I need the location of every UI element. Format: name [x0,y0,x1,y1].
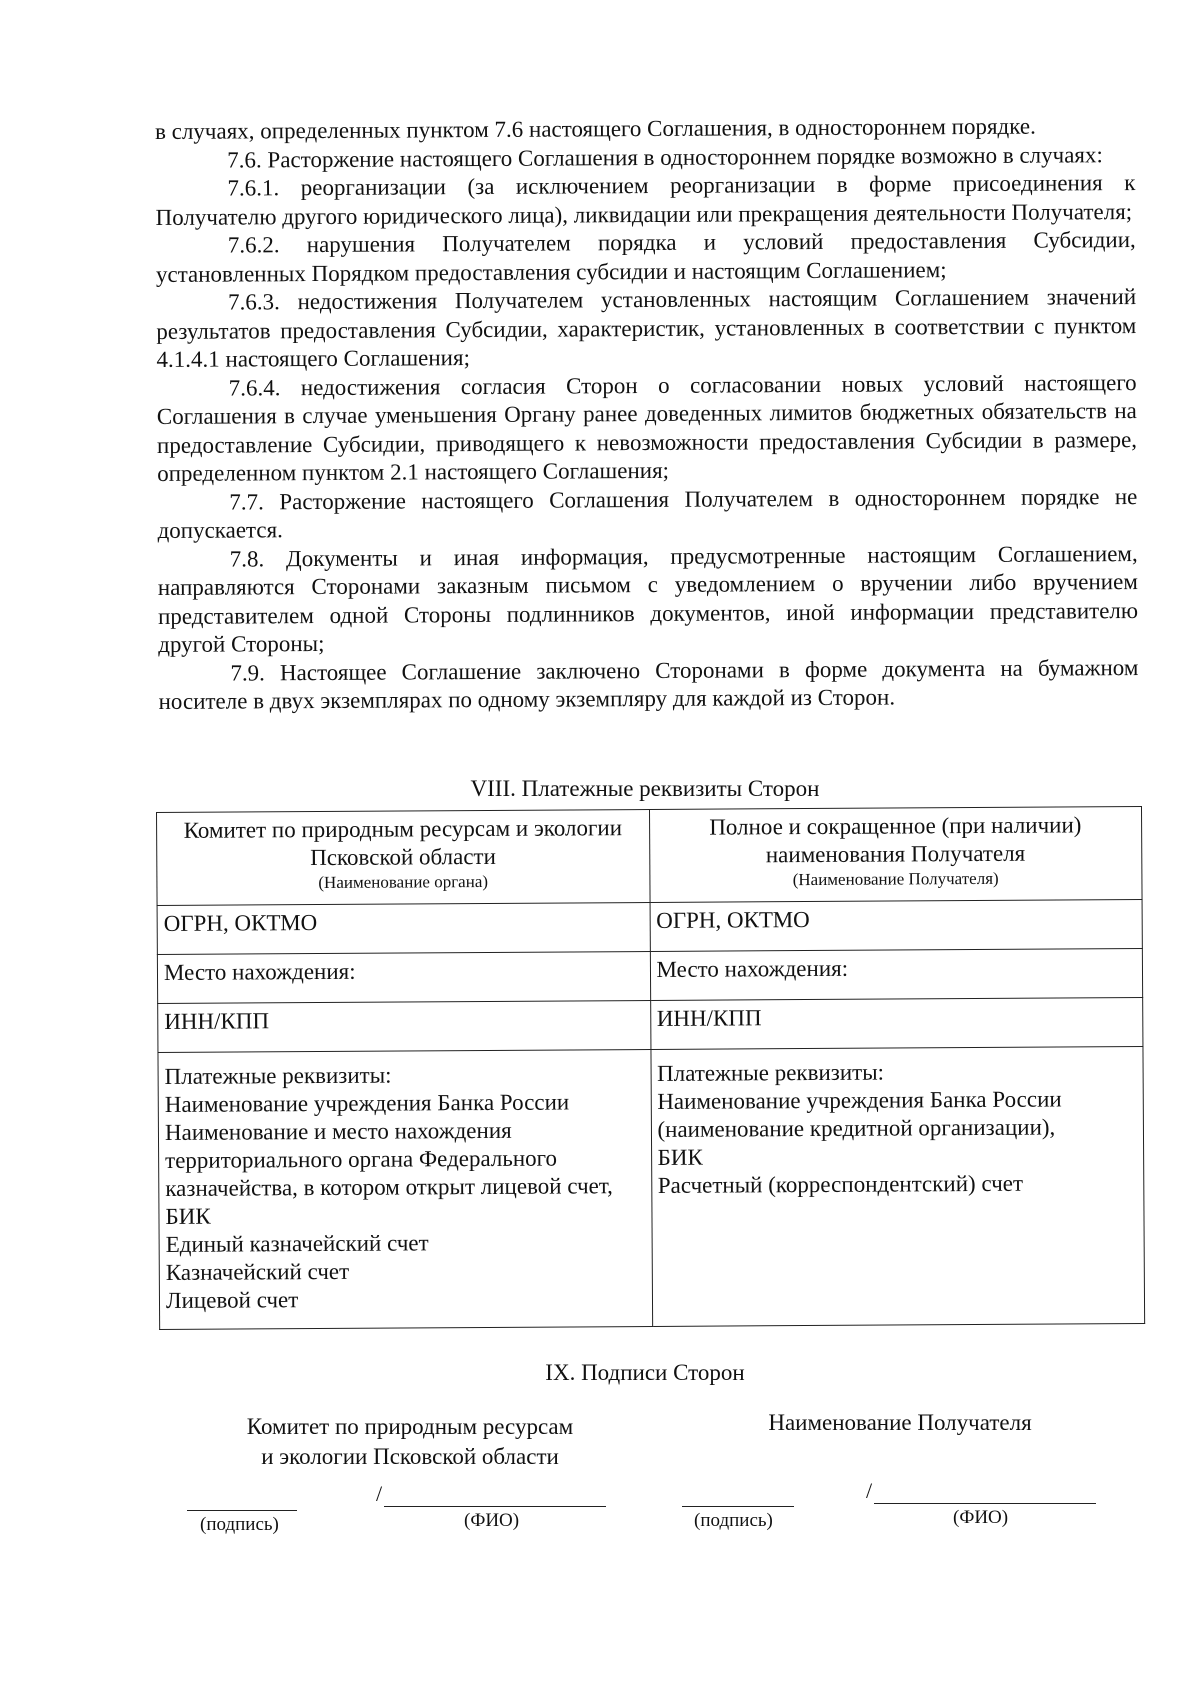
right-header-cell [649,806,1142,902]
left-header-note: (Наименование органа) [318,871,489,893]
paragraph-7-6: 7.6. Расторжение настоящего Соглашения в одностороннем порядке возможно в случаях: [227,141,1103,173]
left-name-line [384,1506,606,1507]
payment-line: Казначейский счет [165,1258,350,1285]
table-cell: ИНН/КПП [650,997,1143,1049]
table-row [158,997,1143,1052]
table-row [157,899,1142,954]
paragraph-continuation: в случаях, определенных пунктом 7.6 настоящего Соглашения, в одностороннем порядке. [155,113,1036,144]
section-8-title: VIII. Платежные реквизиты Сторон [470,776,820,801]
paragraph-7-6-3: 7.6.3. недостижения Получателем установленных настоящим Соглашением значений результатов предоставления Субсидии, характеристик, установленных в соответствии с пунктом 4.1.4.1 настоящего Соглашения; [156,284,1137,372]
table-header-row [157,806,1143,905]
right-signature-caption: (подпись) [694,1510,773,1531]
left-slash: / [376,1481,383,1506]
table-cell: Место нахождения: [157,951,650,1003]
right-name-caption: (ФИО) [953,1507,1009,1528]
right-name-line [874,1503,1096,1504]
payment-line: (наименование кредитной организации), [657,1114,1056,1142]
paragraph-7-6-1: 7.6.1. реорганизации (за исключением реорганизации в форме присоединения к Получателю другого юридического лица), ликвидации или прекращения деятельности Получателя; [155,170,1136,230]
table-cell: ОГРН, ОКТМО [650,899,1143,951]
left-header-cell [157,809,650,905]
section-9-title: IX. Подписи Сторон [545,1360,745,1385]
payment-line: Наименование и место нахождения [164,1117,512,1145]
left-name-caption: (ФИО) [464,1510,520,1531]
left-header-text: Комитет по природным ресурсам и экологии Псковской области [183,815,623,871]
table-row [157,948,1142,1003]
payment-line: Расчетный (корреспондентский) счет [657,1170,1024,1198]
payment-line: Лицевой счет [165,1287,299,1313]
payment-line: БИК [657,1144,703,1170]
left-signature-line [187,1510,297,1511]
right-header-text: Полное и сокращенное (при наличии) наименования Получателя [709,812,1082,868]
left-payment-cell [158,1049,652,1329]
body-text [155,112,1139,716]
payment-line: территориального органа Федерального [165,1145,558,1173]
left-party-line: Комитет по природным ресурсам [246,1414,574,1439]
payment-row [158,1046,1145,1329]
table-cell: ОГРН, ОКТМО [157,902,650,954]
payment-line: Единый казначейский счет [165,1230,429,1257]
paragraph-7-8: 7.8. Документы и иная информация, предусмотренные настоящим Соглашением, направляются Сторонами заказным письмом с уведомлением о вручении либо вручением представителем одной Стороны подлинников документов, иной информации представителю другой Стороны; [157,540,1139,657]
right-signature-line [682,1506,794,1507]
payment-details-table [156,806,1145,1330]
right-header-note: (Наименование Получателя) [792,868,999,890]
payment-line: Платежные реквизиты: [164,1062,392,1089]
paragraph-7-6-4: 7.6.4. недостижения согласия Сторон о согласовании новых условий настоящего Соглашения в случае уменьшения Органу ранее доведенных лимитов бюджетных обязательств на предоставление Субсидии, приводящего к невозможности предоставления Субсидии в размере, определенном пунктом 2.1 настоящего Соглашения; [156,369,1138,486]
right-slash: / [866,1478,873,1503]
payment-line: Наименование учреждения Банка России [164,1089,570,1117]
table-cell: Место нахождения: [650,948,1143,1000]
left-party-line: и экологии Псковской области [261,1444,559,1469]
payment-line: Платежные реквизиты: [657,1059,885,1086]
paragraph-7-6-2: 7.6.2. нарушения Получателем порядка и условий предоставления Субсидии, установленных Порядком предоставления субсидии и настоящим Соглашением; [155,227,1136,287]
right-payment-cell [650,1046,1144,1326]
payment-line: казначейства, в котором открыт лицевой счет, [165,1173,613,1201]
paragraph-7-9: 7.9. Настоящее Соглашение заключено Сторонами в форме документа на бумажном носителе в двух экземплярах по одному экземпляру для каждой из Сторон. [158,654,1139,714]
paragraph-7-7: 7.7. Расторжение настоящего Соглашения Получателем в одностороннем порядке не допускается. [157,483,1138,543]
payment-line: БИК [165,1203,211,1229]
payment-line: Наименование учреждения Банка России [657,1086,1062,1114]
left-party-name [210,1412,610,1472]
left-signature-caption: (подпись) [200,1514,279,1535]
table-cell: ИНН/КПП [158,1000,651,1052]
right-party-name: Наименование Получателя [768,1410,1032,1435]
